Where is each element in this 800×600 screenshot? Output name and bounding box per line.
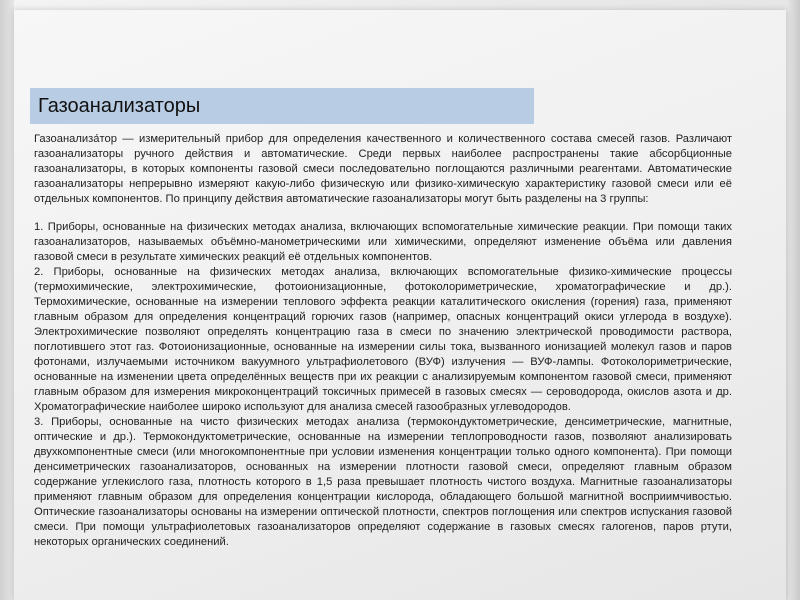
group-2-paragraph: 2. Приборы, основанные на физических методах анализа, включающих вспомогательные физико-химические процессы (термохимические, электрохимические, фотоионизационные, фотоколориметрические, хроматографические и др.). Термохимические, основанные на измерении теплового эффекта реакции каталитического окисления (горения) газа, применяют главным образом для определения концентраций горючих газов (например, опасных концентраций окиси углерода в воздухе). Электрохимические позволяют определять концентрацию газа в смеси по значению электрической проводимости раствора, поглотившего этот газ. Фотоионизационные, основанные на измерении силы тока, вызванного ионизацией молекул газов и паров фотонами, излучаемыми источником вакуумного ультрафиолетового (ВУФ) излучения — ВУФ-лампы. Фотоколориметрические, основанные на изменении цвета определённых веществ при их реакции с анализируемым компонентом газовой смеси, применяют главным образом для измерения микроконцентраций токсичных примесей в газовых смесях — сероводорода, окислов азота и др. Хроматографические наиболее широко используют для анализа смесей газообразных углеводородов. (34, 266, 732, 413)
slide-frame-left (0, 0, 14, 600)
slide-body (34, 132, 732, 550)
group-3-paragraph: 3. Приборы, основанные на чисто физических методах анализа (термокондуктометрические, денсиметрические, магнитные, оптические и др.). Термокондуктометрические, основанные на измерении теплопроводности газов, позволяют анализировать двухкомпонентные смеси (или многокомпонентные при условии изменения концентрации только одного компонента). При помощи денсиметрических газоанализаторов, основанных на измерении плотности газовой смеси, определяют главным образом содержание углекислого газа, плотность которого в 1,5 раза превышает плотность чистого воздуха. Магнитные газоанализаторы применяют главным образом для определения концентрации кислорода, обладающего большой магнитной восприимчивостью. Оптические газоанализаторы основаны на измерении оптической плотности, спектров поглощения или спектров испускания газовой смеси. При помощи ультрафиолетовых газоанализаторов определяют содержание в газовых смесях галогенов, паров ртути, некоторых органических соединений. (34, 416, 732, 548)
slide-title: Газоанализаторы (38, 94, 201, 117)
group-1-paragraph: 1. Приборы, основанные на физических методах анализа, включающих вспомогательные химические реакции. При помощи таких газоанализаторов, называемых объёмно-манометрическими или химическими, определяют изменение объёма или давления газовой смеси в результате химических реакций её отдельных компонентов. (34, 221, 732, 263)
title-bar (30, 88, 534, 124)
slide-frame-right (788, 0, 800, 600)
intro-paragraph: Газоанализа́тор — измерительный прибор для определения качественного и количественного состава смесей газов. Различают газоанализаторы ручного действия и автоматические. Среди первых наиболее распространены такие абсорбционные газоанализаторы, в которых компоненты газовой смеси последовательно поглощаются различными реагентами. Автоматические газоанализаторы непрерывно измеряют какую-либо физическую или физико-химическую характеристику газовой смеси или её отдельных компонентов. По принципу действия автоматические газоанализаторы могут быть разделены на 3 группы: (34, 133, 732, 205)
paragraph-gap (34, 207, 732, 220)
